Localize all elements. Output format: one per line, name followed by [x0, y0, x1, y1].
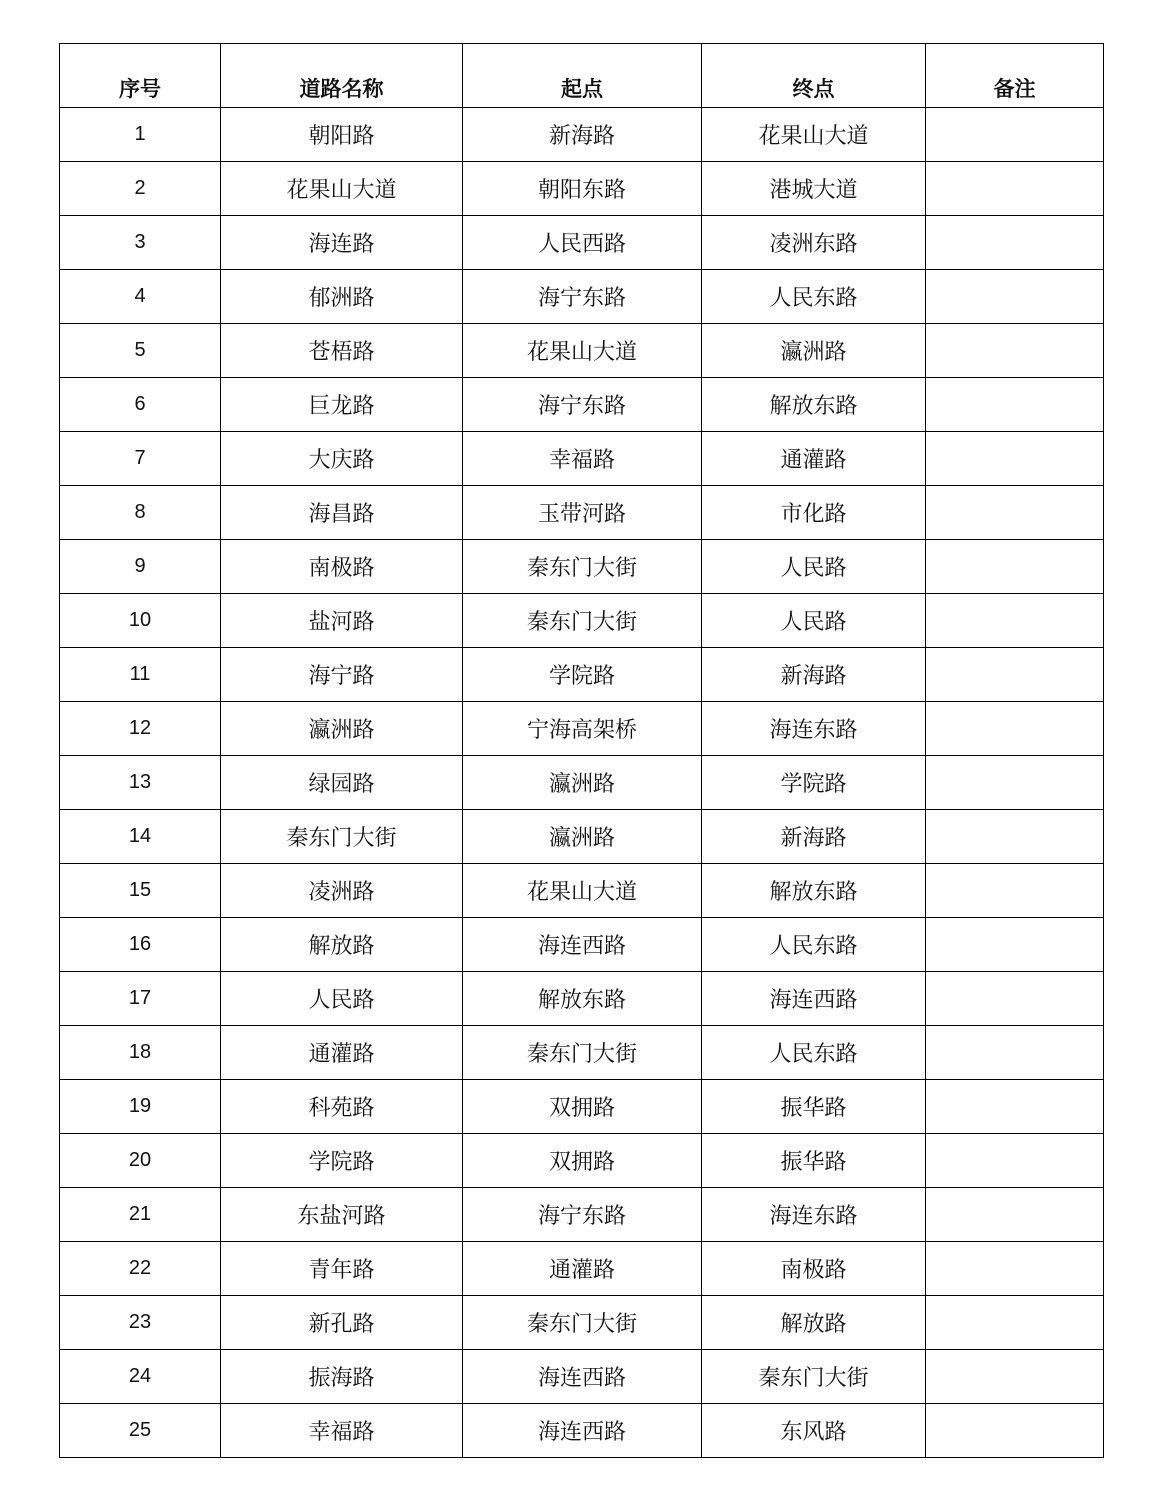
table-row	[60, 1026, 1104, 1080]
road-name-cell: 解放路	[221, 918, 463, 972]
remark-cell	[926, 432, 1104, 486]
end-point-cell: 学院路	[702, 756, 926, 810]
row-index-cell: 8	[60, 486, 221, 540]
row-index-cell: 15	[60, 864, 221, 918]
table-row	[60, 972, 1104, 1026]
end-point-cell: 瀛洲路	[702, 324, 926, 378]
road-name-cell: 海宁路	[221, 648, 463, 702]
road-name-cell: 凌洲路	[221, 864, 463, 918]
road-table	[59, 43, 1104, 1458]
table-row	[60, 378, 1104, 432]
row-index-cell: 25	[60, 1404, 221, 1458]
table-row	[60, 756, 1104, 810]
start-point-cell: 海连西路	[463, 1404, 702, 1458]
row-index-cell: 24	[60, 1350, 221, 1404]
end-point-cell: 人民东路	[702, 918, 926, 972]
road-name-cell: 巨龙路	[221, 378, 463, 432]
end-point-cell: 凌洲东路	[702, 216, 926, 270]
remark-cell	[926, 108, 1104, 162]
end-point-cell: 海连东路	[702, 1188, 926, 1242]
row-index-cell: 5	[60, 324, 221, 378]
end-point-cell: 人民路	[702, 594, 926, 648]
row-index-cell: 21	[60, 1188, 221, 1242]
table-row	[60, 702, 1104, 756]
road-name-cell: 科苑路	[221, 1080, 463, 1134]
row-index-cell: 16	[60, 918, 221, 972]
start-point-cell: 通灌路	[463, 1242, 702, 1296]
row-index-cell: 19	[60, 1080, 221, 1134]
start-point-cell: 秦东门大街	[463, 594, 702, 648]
table-row	[60, 1242, 1104, 1296]
road-name-cell: 青年路	[221, 1242, 463, 1296]
road-name-cell: 学院路	[221, 1134, 463, 1188]
header-row	[60, 44, 1104, 108]
end-point-cell: 新海路	[702, 648, 926, 702]
start-point-cell: 新海路	[463, 108, 702, 162]
row-index-cell: 17	[60, 972, 221, 1026]
end-point-cell: 通灌路	[702, 432, 926, 486]
road-name-cell: 振海路	[221, 1350, 463, 1404]
remark-cell	[926, 378, 1104, 432]
end-point-cell: 秦东门大街	[702, 1350, 926, 1404]
row-index-cell: 6	[60, 378, 221, 432]
remark-cell	[926, 1188, 1104, 1242]
row-index-cell: 23	[60, 1296, 221, 1350]
road-name-cell: 盐河路	[221, 594, 463, 648]
table-header	[60, 44, 1104, 108]
end-point-cell: 解放路	[702, 1296, 926, 1350]
remark-cell	[926, 918, 1104, 972]
table-row	[60, 1296, 1104, 1350]
remark-cell	[926, 1350, 1104, 1404]
end-point-cell: 市化路	[702, 486, 926, 540]
road-name-cell: 人民路	[221, 972, 463, 1026]
start-point-cell: 宁海高架桥	[463, 702, 702, 756]
start-point-cell: 花果山大道	[463, 864, 702, 918]
start-point-cell: 海连西路	[463, 1350, 702, 1404]
start-point-cell: 海宁东路	[463, 270, 702, 324]
header-end: 终点	[702, 44, 926, 108]
road-name-cell: 海连路	[221, 216, 463, 270]
row-index-cell: 18	[60, 1026, 221, 1080]
row-index-cell: 14	[60, 810, 221, 864]
start-point-cell: 双拥路	[463, 1134, 702, 1188]
table-row	[60, 162, 1104, 216]
road-name-cell: 朝阳路	[221, 108, 463, 162]
end-point-cell: 东风路	[702, 1404, 926, 1458]
start-point-cell: 瀛洲路	[463, 756, 702, 810]
table-row	[60, 324, 1104, 378]
remark-cell	[926, 756, 1104, 810]
remark-cell	[926, 1242, 1104, 1296]
remark-cell	[926, 270, 1104, 324]
row-index-cell: 1	[60, 108, 221, 162]
road-name-cell: 南极路	[221, 540, 463, 594]
remark-cell	[926, 1134, 1104, 1188]
start-point-cell: 秦东门大街	[463, 1026, 702, 1080]
start-point-cell: 海连西路	[463, 918, 702, 972]
remark-cell	[926, 1080, 1104, 1134]
remark-cell	[926, 864, 1104, 918]
end-point-cell: 海连西路	[702, 972, 926, 1026]
road-name-cell: 秦东门大街	[221, 810, 463, 864]
remark-cell	[926, 702, 1104, 756]
end-point-cell: 新海路	[702, 810, 926, 864]
remark-cell	[926, 540, 1104, 594]
road-name-cell: 幸福路	[221, 1404, 463, 1458]
row-index-cell: 13	[60, 756, 221, 810]
table-row	[60, 486, 1104, 540]
remark-cell	[926, 648, 1104, 702]
end-point-cell: 解放东路	[702, 864, 926, 918]
row-index-cell: 4	[60, 270, 221, 324]
row-index-cell: 2	[60, 162, 221, 216]
road-name-cell: 通灌路	[221, 1026, 463, 1080]
table-row	[60, 108, 1104, 162]
remark-cell	[926, 324, 1104, 378]
row-index-cell: 10	[60, 594, 221, 648]
table-row	[60, 864, 1104, 918]
remark-cell	[926, 1404, 1104, 1458]
start-point-cell: 朝阳东路	[463, 162, 702, 216]
remark-cell	[926, 162, 1104, 216]
road-name-cell: 花果山大道	[221, 162, 463, 216]
end-point-cell: 振华路	[702, 1080, 926, 1134]
header-remark: 备注	[926, 44, 1104, 108]
table-row	[60, 1350, 1104, 1404]
header-road-name: 道路名称	[221, 44, 463, 108]
start-point-cell: 秦东门大街	[463, 540, 702, 594]
remark-cell	[926, 972, 1104, 1026]
table-row	[60, 648, 1104, 702]
end-point-cell: 人民东路	[702, 1026, 926, 1080]
remark-cell	[926, 810, 1104, 864]
start-point-cell: 幸福路	[463, 432, 702, 486]
remark-cell	[926, 216, 1104, 270]
start-point-cell: 秦东门大街	[463, 1296, 702, 1350]
end-point-cell: 振华路	[702, 1134, 926, 1188]
road-name-cell: 海昌路	[221, 486, 463, 540]
end-point-cell: 南极路	[702, 1242, 926, 1296]
end-point-cell: 港城大道	[702, 162, 926, 216]
road-name-cell: 大庆路	[221, 432, 463, 486]
table-row	[60, 216, 1104, 270]
header-start: 起点	[463, 44, 702, 108]
start-point-cell: 人民西路	[463, 216, 702, 270]
row-index-cell: 11	[60, 648, 221, 702]
end-point-cell: 人民路	[702, 540, 926, 594]
remark-cell	[926, 1026, 1104, 1080]
road-name-cell: 瀛洲路	[221, 702, 463, 756]
table-row	[60, 918, 1104, 972]
remark-cell	[926, 594, 1104, 648]
table-row	[60, 270, 1104, 324]
start-point-cell: 海宁东路	[463, 1188, 702, 1242]
road-name-cell: 新孔路	[221, 1296, 463, 1350]
end-point-cell: 花果山大道	[702, 108, 926, 162]
row-index-cell: 9	[60, 540, 221, 594]
row-index-cell: 20	[60, 1134, 221, 1188]
road-name-cell: 郁洲路	[221, 270, 463, 324]
table-row	[60, 1134, 1104, 1188]
start-point-cell: 双拥路	[463, 1080, 702, 1134]
start-point-cell: 玉带河路	[463, 486, 702, 540]
table-row	[60, 540, 1104, 594]
start-point-cell: 海宁东路	[463, 378, 702, 432]
table-row	[60, 1404, 1104, 1458]
table-row	[60, 432, 1104, 486]
end-point-cell: 解放东路	[702, 378, 926, 432]
end-point-cell: 海连东路	[702, 702, 926, 756]
row-index-cell: 3	[60, 216, 221, 270]
row-index-cell: 22	[60, 1242, 221, 1296]
table-row	[60, 1080, 1104, 1134]
remark-cell	[926, 1296, 1104, 1350]
table-row	[60, 594, 1104, 648]
table-row	[60, 810, 1104, 864]
row-index-cell: 7	[60, 432, 221, 486]
table-body	[60, 108, 1104, 1458]
end-point-cell: 人民东路	[702, 270, 926, 324]
remark-cell	[926, 486, 1104, 540]
road-name-cell: 苍梧路	[221, 324, 463, 378]
start-point-cell: 学院路	[463, 648, 702, 702]
start-point-cell: 花果山大道	[463, 324, 702, 378]
row-index-cell: 12	[60, 702, 221, 756]
start-point-cell: 瀛洲路	[463, 810, 702, 864]
road-name-cell: 东盐河路	[221, 1188, 463, 1242]
start-point-cell: 解放东路	[463, 972, 702, 1026]
road-name-cell: 绿园路	[221, 756, 463, 810]
header-index: 序号	[60, 44, 221, 108]
table-row	[60, 1188, 1104, 1242]
